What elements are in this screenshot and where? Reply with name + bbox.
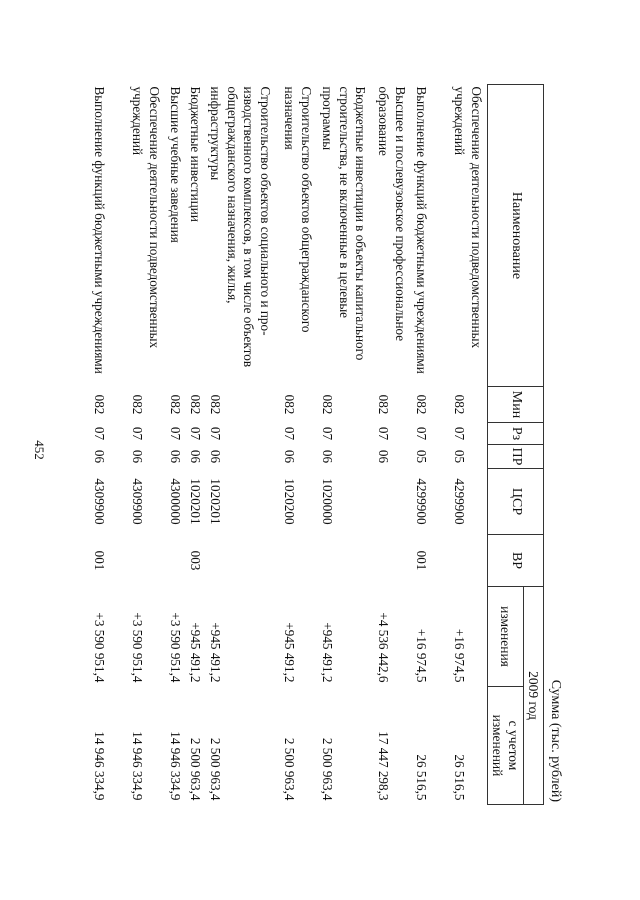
row-rz: 07 [168,426,184,441]
row-pr: 05 [452,449,468,464]
row-change: +3 590 951,4 [130,612,146,683]
row-min: 082 [168,394,184,415]
row-csr: 1020000 [320,478,336,525]
row-rz: 07 [376,426,392,441]
row-min: 082 [320,394,336,415]
table-row [319,85,375,805]
row-total: 17 447 298,3 [376,731,392,801]
row-min: 082 [282,394,298,415]
row-total: 14 946 334,9 [168,731,184,801]
row-rz: 07 [320,426,336,441]
row-total: 2 500 963,4 [282,737,298,801]
row-vr [281,535,319,587]
row-rz: 07 [282,426,298,441]
table-row [91,85,129,805]
row-rz: 07 [414,426,430,441]
row-vr: 001 [414,550,430,571]
row-vr [375,535,413,587]
table-row [207,85,281,805]
row-change: +945 491,2 [188,622,204,683]
row-pr: 06 [188,449,204,464]
row-pr: 06 [168,449,184,464]
row-vr [319,535,375,587]
row-name: Бюджетные инвестиции в объекты капитального строительства, не включенные в целевые программы [320,86,369,361]
header-rz: Рз [488,423,544,445]
row-name: Обеспечение деятельности подведомственных учреждений [130,86,162,349]
row-change: +16 974,5 [414,628,430,683]
row-pr: 05 [414,449,430,464]
row-vr: 001 [92,550,108,571]
row-total: 26 516,5 [414,754,430,801]
row-pr: 06 [282,449,298,464]
table-row [167,85,187,805]
row-min: 082 [452,394,468,415]
row-vr [451,535,488,587]
row-total: 2 500 963,4 [208,737,224,801]
row-min: 082 [130,394,146,415]
row-total: 2 500 963,4 [188,737,204,801]
row-csr [375,469,413,535]
row-min: 082 [188,394,204,415]
header-min: Мин [488,387,544,423]
header-changes: изменения [488,587,524,687]
row-pr: 06 [376,449,392,464]
row-csr: 4309900 [92,478,108,525]
row-name: Высшие учебные заведения [168,86,184,243]
table-row [413,85,451,805]
budget-table [91,84,544,805]
row-total: 14 946 334,9 [130,731,146,801]
row-change: +16 974,5 [452,628,468,683]
table-row [129,85,167,805]
header-with-changes: с учетом изменений [488,687,524,805]
row-csr: 4309900 [130,478,146,525]
header-vr: ВР [488,535,544,587]
row-change: +945 491,2 [208,622,224,683]
row-change: +3 590 951,4 [92,612,108,683]
rotated-page-content [92,84,563,804]
row-name: Строительство объектов общегражданского назначения [282,86,314,333]
row-name: Строительство объектов социального и производственного комплексов, в том числе объектов общегражданского назначения, жилья, инфраструктуры [208,86,273,368]
row-pr: 06 [320,449,336,464]
row-vr [129,535,167,587]
row-rz: 07 [188,426,204,441]
row-min: 082 [92,394,108,415]
row-csr: 1020201 [208,478,224,525]
units-caption: Сумма (тыс. рублей) [548,679,563,802]
table-row [375,85,413,805]
header-year: 2009 год [524,587,544,805]
row-rz: 07 [92,426,108,441]
table-body [91,85,488,805]
row-pr: 06 [92,449,108,464]
row-csr: 4299900 [452,478,468,525]
row-total: 14 946 334,9 [92,731,108,801]
row-change: +945 491,2 [320,622,336,683]
row-change: +945 491,2 [282,622,298,683]
page-number: 452 [32,440,47,460]
row-name: Выполнение функций бюджетными учреждениями [92,86,108,374]
row-min: 082 [208,394,224,415]
row-name: Высшее и послевузовское профессиональное образование [376,86,408,342]
row-rz: 07 [208,426,224,441]
header-name: Наименование [488,85,544,387]
row-total: 26 516,5 [452,754,468,801]
row-csr: 4299900 [414,478,430,525]
row-csr: 1020201 [188,478,204,525]
row-pr: 06 [208,449,224,464]
header-pr: ПР [488,445,544,469]
table-row [187,85,207,805]
row-csr: 4300000 [168,478,184,525]
row-vr: 003 [188,550,204,571]
row-total: 2 500 963,4 [320,737,336,801]
row-csr: 1020200 [282,478,298,525]
row-change: +3 590 951,4 [168,612,184,683]
row-vr [167,535,187,587]
row-name: Выполнение функций бюджетными учреждениями [414,86,430,374]
row-min: 082 [376,394,392,415]
row-name: Бюджетные инвестиции [188,86,204,222]
table-row [451,85,488,805]
row-rz: 07 [130,426,146,441]
table-row [281,85,319,805]
row-min: 082 [414,394,430,415]
row-pr: 06 [130,449,146,464]
header-csr: ЦСР [488,469,544,535]
row-rz: 07 [452,426,468,441]
row-vr [207,535,281,587]
row-name: Обеспечение деятельности подведомственных учреждений [452,86,484,349]
row-change: +4 536 442,6 [376,612,392,683]
